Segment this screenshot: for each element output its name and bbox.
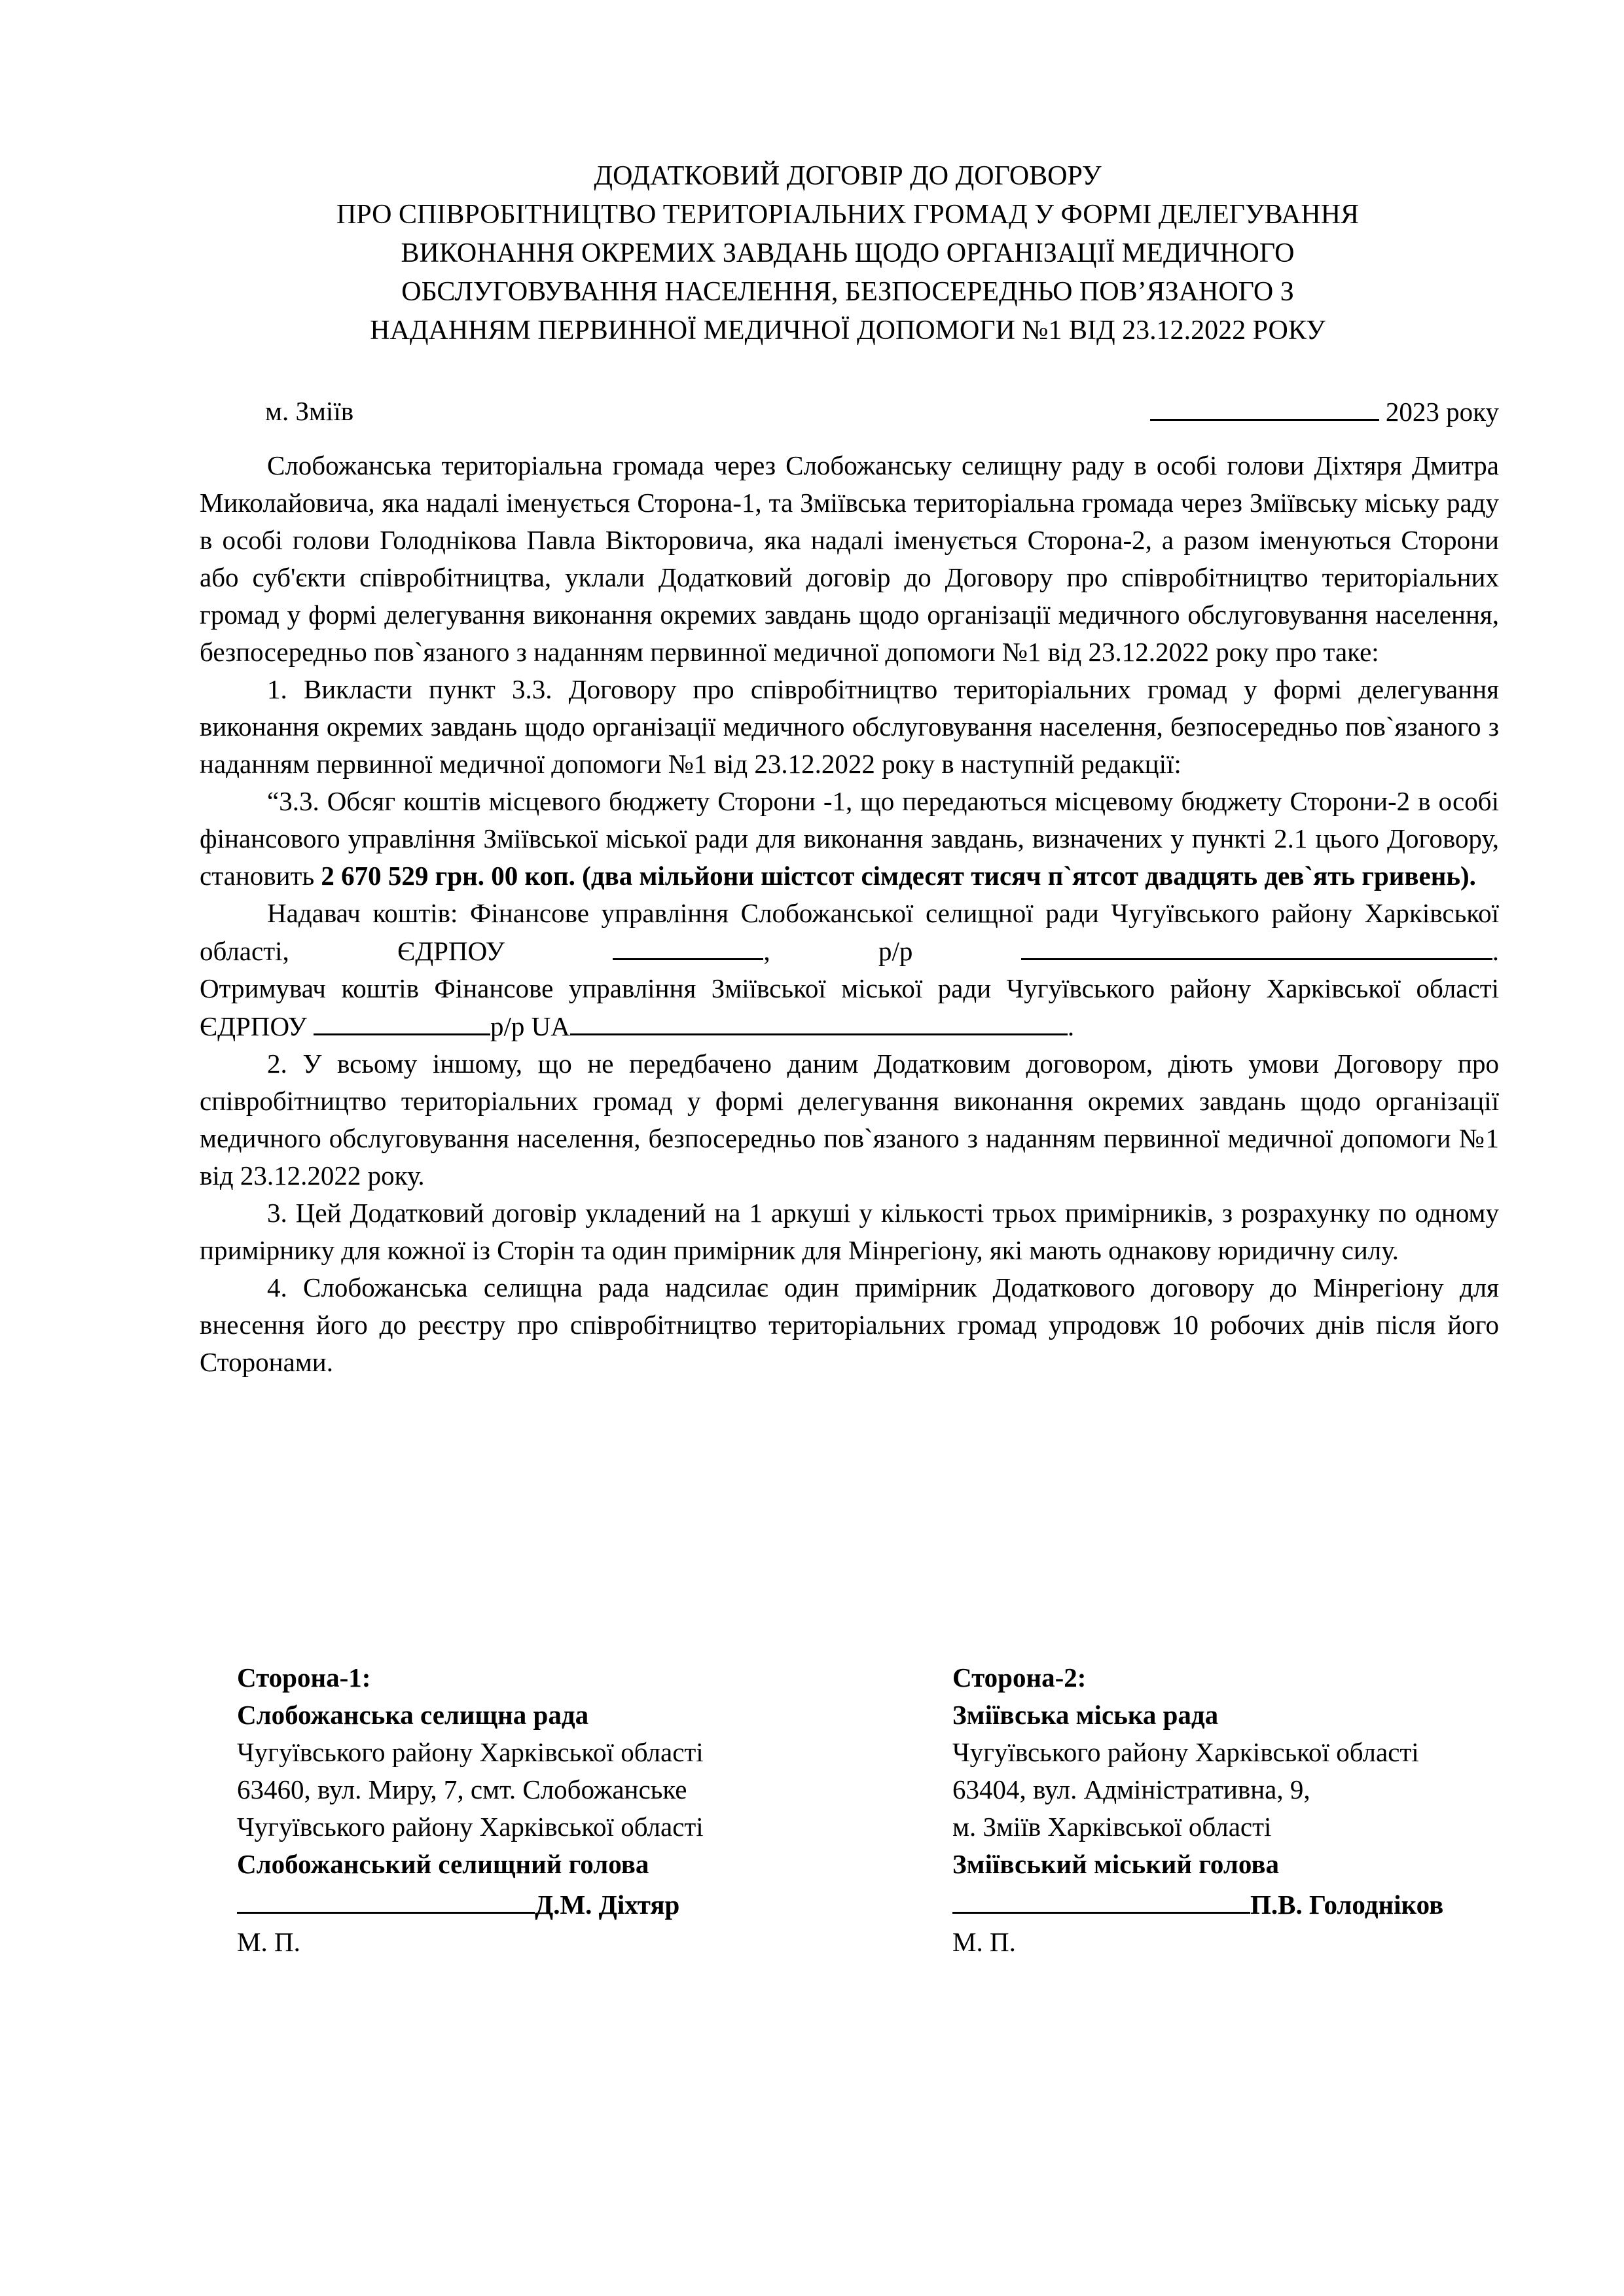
recipient-end: . bbox=[1067, 1011, 1075, 1041]
party-1-signature-line bbox=[237, 1883, 704, 1924]
clause-2: 2. У всьому іншому, що не передбачено даним Додатковим договором, діють умови Договору про співробітництво територіальних громад у формі делегування виконання окремих завдань щодо організації медичного обслуговування населення, безпосередньо пов`язаного з наданням первинної медичної допомоги №1 від 23.12.2022 року. bbox=[200, 1049, 1499, 1191]
party-2-address-line: Чугуївського району Харківської області bbox=[952, 1737, 1419, 1767]
signature-block-party-2 bbox=[952, 1659, 1443, 1961]
party-1-address-line: Чугуївського району Харківської області bbox=[237, 1737, 704, 1767]
payer-rr-label: , р/р bbox=[763, 936, 1021, 966]
clause-3-3 bbox=[200, 783, 1499, 895]
payer-details bbox=[200, 895, 1499, 970]
payer-end: . bbox=[1492, 936, 1499, 966]
clause-3: 3. Цей Додатковий договір укладений на 1 аркуші у кількості трьох примірників, з розрахунку по одному примірнику для кожної із Сторін та один примірник для Мінрегіону, які мають однакову юридичну силу. bbox=[200, 1198, 1499, 1265]
signature-blank bbox=[952, 1883, 1250, 1914]
recipient-account-blank bbox=[570, 1007, 1068, 1035]
party-2-address-line: 63404, вул. Адміністративна, 9, bbox=[952, 1774, 1310, 1804]
date-year: 2023 року bbox=[1385, 397, 1499, 427]
signature-blank bbox=[237, 1883, 535, 1914]
date bbox=[1150, 393, 1499, 431]
party-1-stamp: М. П. bbox=[237, 1927, 300, 1957]
title-line: ПРО СПІВРОБІТНИЦТВО ТЕРИТОРІАЛЬНИХ ГРОМАД У ФОРМІ ДЕЛЕГУВАННЯ bbox=[336, 200, 1360, 230]
document-body bbox=[200, 447, 1499, 1381]
clause-4: 4. Слобожанська селищна рада надсилає один примірник Додаткового договору до Мінрегіону для внесення його до реєстру про співробітництво територіальних громад упродовж 10 робочих днів після його Сторонами. bbox=[200, 1272, 1499, 1377]
recipient-edrpou-blank bbox=[314, 1007, 490, 1035]
payer-edrpou-blank bbox=[613, 932, 763, 960]
clause-1: 1. Викласти пункт 3.3. Договору про співробітництво територіальних громад у формі делегування виконання окремих завдань щодо організації медичного обслуговування населення, безпосередньо пов`язаного з наданням первинної медичної допомоги №1 від 23.12.2022 року в наступній редакції: bbox=[200, 674, 1499, 779]
recipient-details bbox=[200, 970, 1499, 1045]
place: м. Зміїв bbox=[265, 396, 354, 426]
party-2-stamp: М. П. bbox=[952, 1927, 1016, 1957]
party-2-org: Зміївська міська рада bbox=[952, 1700, 1219, 1730]
party-2-signature-line bbox=[952, 1883, 1443, 1924]
recipient-rr-label: р/р UA bbox=[490, 1011, 570, 1041]
place-date-line bbox=[265, 393, 1499, 430]
party-2-heading: Сторона-2: bbox=[952, 1662, 1087, 1693]
party-1-heading: Сторона-1: bbox=[237, 1662, 371, 1693]
party-1-address-line: 63460, вул. Миру, 7, смт. Слобожанське bbox=[237, 1774, 687, 1804]
party-1-org: Слобожанська селищна рада bbox=[237, 1700, 589, 1730]
intro-paragraph: Слобожанська територіальна громада через Слобожанську селищну раду в особі голови Діхтяря Дмитра Миколайовича, яка надалі іменується Сторона-1, та Зміївська територіальна громада через Зміївську міську раду в особі голови Голоднікова Павла Вікторовича, яка надалі іменується Сторона-2, а разом іменуються Сторони або суб'єкти співробітництва, уклали Додатковий договір до Договору про співробітництво територіальних громад у формі делегування виконання окремих завдань щодо організації медичного обслуговування населення, безпосередньо пов`язаного з наданням первинної медичної допомоги №1 від 23.12.2022 року про таке: bbox=[200, 450, 1499, 667]
title-line: НАДАННЯМ ПЕРВИННОЇ МЕДИЧНОЇ ДОПОМОГИ №1 ВІД 23.12.2022 РОКУ bbox=[370, 315, 1326, 346]
party-1-signatory: Д.М. Діхтяр bbox=[535, 1890, 680, 1920]
payer-text: Надавач коштів: Фінансове управління Слобожанської селищної ради Чугуївського району Харківської області, ЄДРПОУ bbox=[200, 898, 1499, 966]
signature-block-party-1 bbox=[237, 1659, 704, 1961]
clause-3-3-amount: 2 670 529 грн. 00 коп. (два мільйони шістсот сімдесят тисяч п`ятсот двадцять дев`ять гривень). bbox=[321, 861, 1476, 891]
payer-account-blank bbox=[1021, 932, 1492, 960]
party-2-signatory: П.В. Голодніков bbox=[1250, 1890, 1444, 1920]
title-line: ОБСЛУГОВУВАННЯ НАСЕЛЕННЯ, БЕЗПОСЕРЕДНЬО ПОВ’ЯЗАНОГО З bbox=[401, 277, 1294, 307]
party-2-address-line: м. Зміїв Харківської області bbox=[952, 1812, 1272, 1842]
party-1-address-line: Чугуївського району Харківської області bbox=[237, 1812, 704, 1842]
document-title bbox=[196, 157, 1499, 350]
party-2-position: Зміївський міський голова bbox=[952, 1849, 1279, 1879]
title-line: ВИКОНАННЯ ОКРЕМИХ ЗАВДАНЬ ЩОДО ОРГАНІЗАЦІЇ МЕДИЧНОГО bbox=[401, 238, 1295, 268]
date-blank bbox=[1150, 393, 1379, 421]
title-line: ДОДАТКОВИЙ ДОГОВІР ДО ДОГОВОРУ bbox=[594, 161, 1102, 191]
clause-3-3-text: “3.3. Обсяг коштів місцевого бюджету Сторони -1, що передаються місцевому бюджету Сторони-2 в особі фінансового управління Зміївської міської ради для виконання завдань, визначених у пункті 2.1 цього Договору, становить bbox=[200, 786, 1499, 891]
party-1-position: Слобожанський селищний голова bbox=[237, 1849, 649, 1879]
recipient-text: Отримувач коштів Фінансове управління Зміївської міської ради Чугуївського району Харківської області ЄДРПОУ bbox=[200, 973, 1499, 1041]
